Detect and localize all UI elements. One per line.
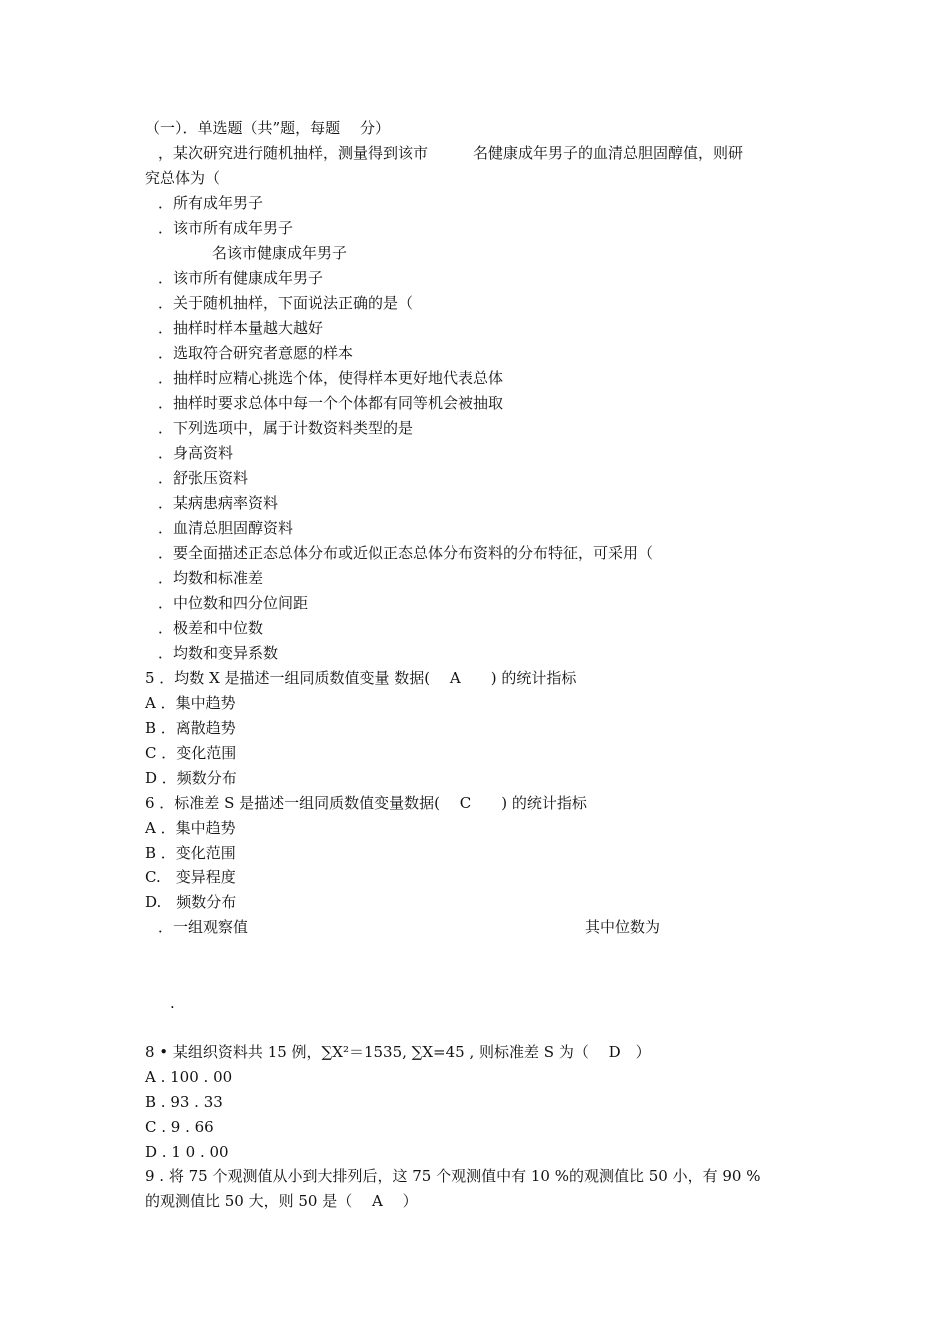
option-line: C . 9 . 66 [145,1118,214,1136]
option-line: B . 93 . 33 [145,1093,223,1111]
option-line: 名该市健康成年男子 [212,244,348,262]
option-line: C ．变化范围 [145,744,237,762]
option-line: D . 1 0 . 00 [145,1143,229,1161]
option-line: ．均数和变异系数 [158,644,279,662]
option-line: A . 100 . 00 [145,1068,233,1086]
option-line: ．该市所有健康成年男子 [158,269,324,287]
question-9-stem: 9 . 将 75 个观测值从小到大排列后，这 75 个观测值中有 10 %的观测值比 50 小，有 90 % [145,1167,761,1185]
option-line: ．血清总胆固醇资料 [158,519,294,537]
question-8-stem: 8 • 某组织资料共 15 例，∑X²＝1535, ∑X=45 , 则标准差 S 为（ D ） [145,1043,651,1061]
option-line: ．抽样时要求总体中每一个个体都有同等机会被抽取 [158,394,504,412]
option-line: ．所有成年男子 [158,194,264,212]
question-1-stem-cont: 究总体为（ [145,169,221,187]
question-7-stem-right: 其中位数为 [585,918,661,936]
option-line: B ．变化范围 [145,844,236,862]
option-line: ．抽样时样本量越大越好 [158,319,324,337]
option-line: ．中位数和四分位间距 [158,594,309,612]
question-3-stem: ．下列选项中，属于计数资料类型的是 [158,419,414,437]
option-line: ．该市所有成年男子 [158,219,294,237]
section-heading: （一）．单选题（共”题，每题 分） [145,119,390,137]
option-line: A ．集中趋势 [145,819,236,837]
option-line: C. 变异程度 [145,868,236,886]
option-line: ．舒张压资料 [158,469,249,487]
question-2-stem: ．关于随机抽样，下面说法正确的是（ [158,294,414,312]
option-line: ．身高资料 [158,444,234,462]
option-line: ．某病患病率资料 [158,494,279,512]
option-line: ．选取符合研究者意愿的样本 [158,344,354,362]
option-line: ．极差和中位数 [158,619,264,637]
option-line: D. 频数分布 [145,893,237,911]
question-9-stem-cont: 的观测值比 50 大，则 50 是（ A ） [145,1192,418,1210]
question-5-stem: 5 ．均数 X 是描述一组同质数值变量 数据( A ) 的统计指标 [145,669,577,687]
option-line: ．均数和标准差 [158,569,264,587]
option-line: ．抽样时应精心挑选个体，使得样本更好地代表总体 [158,369,504,387]
question-4-stem: ．要全面描述正态总体分布或近似正态总体分布资料的分布特征，可采用（ [158,544,654,562]
question-7-stem: ．一组观察值 [158,918,249,936]
question-1-stem: ，某次研究进行随机抽样，测量得到该市 名健康成年男子的血清总胆固醇值，则研 [158,144,744,162]
option-line: B ．离散趋势 [145,719,236,737]
question-6-stem: 6 ．标准差 S 是描述一组同质数值变量数据( C ) 的统计指标 [145,794,587,812]
option-line: D ．频数分布 [145,769,237,787]
option-line: A ．集中趋势 [145,694,236,712]
stray-dot: . [170,994,175,1012]
